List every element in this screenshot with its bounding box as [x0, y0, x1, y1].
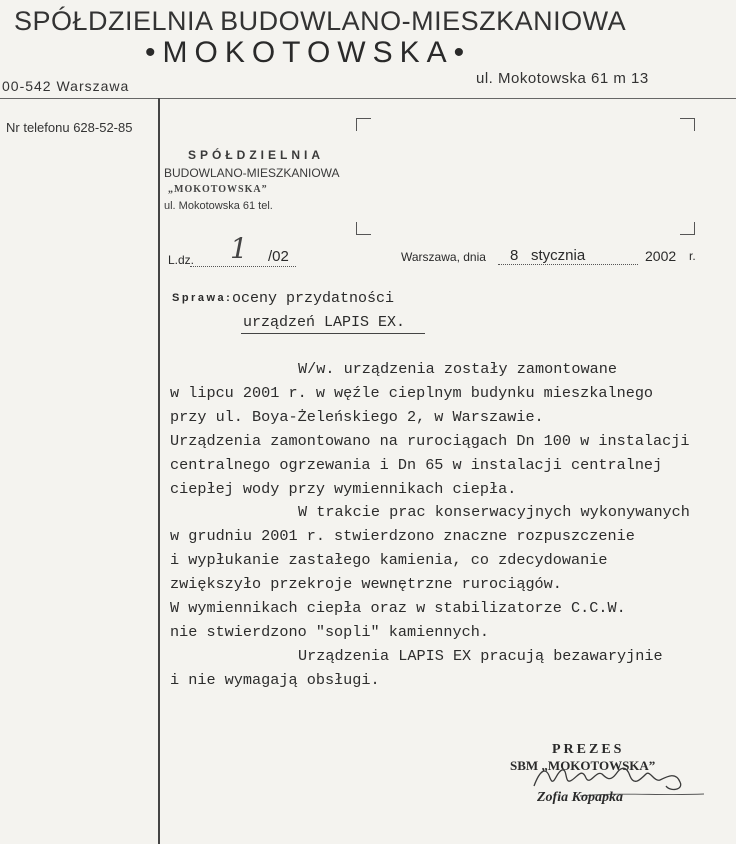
body-line: zwiększyło przekroje wewnętrzne rurociągów.: [170, 575, 562, 593]
stamp-line-3: „MOKOTOWSKA”: [168, 184, 268, 195]
letterhead-org-name: •MOKOTOWSKA•: [145, 36, 472, 69]
margin-divider: [158, 98, 160, 844]
signature-name: Zofia Kopapka: [537, 790, 623, 805]
corner-mark-bottom-left: [356, 222, 371, 235]
body-line: nie stwierdzono "sopli" kamiennych.: [170, 623, 489, 641]
date-day: 8: [510, 247, 519, 264]
date-dotted-line: [498, 264, 638, 266]
date-prefix: Warszawa, dnia: [401, 250, 486, 264]
letterhead-street: ul. Mokotowska 61 m 13: [476, 70, 649, 87]
signature-org: SBM „MOKOTOWSKA”: [510, 758, 656, 773]
date-year: 2002: [645, 248, 677, 264]
letterhead-org-line: SPÓŁDZIELNIA BUDOWLANO-MIESZKANIOWA: [14, 6, 627, 36]
body-line: ciepłej wody przy wymiennikach ciepła.: [170, 480, 517, 498]
reference-label: L.dz.: [168, 253, 195, 267]
body-line: w grudniu 2001 r. stwierdzono znaczne rozpuszczenie: [170, 527, 635, 545]
corner-mark-top-left: [356, 118, 371, 131]
header-divider: [0, 98, 736, 99]
signature-title: PREZES: [552, 742, 625, 757]
subject-line-1: oceny przydatności: [232, 290, 395, 307]
reference-year: /02: [268, 248, 289, 265]
stamp-line-4: ul. Mokotowska 61 tel.: [164, 200, 273, 212]
body-line: przy ul. Boya-Żeleńskiego 2, w Warszawie.: [170, 408, 544, 426]
subject-label: Sprawa:: [172, 292, 233, 304]
subject-line-2: urządzeń LAPIS EX.: [243, 314, 406, 331]
letterhead-postal-city: 00-542 Warszawa: [2, 78, 130, 94]
body-line: W wymiennikach ciepła oraz w stabilizatorze C.C.W.: [170, 599, 626, 617]
stamp-line-2: BUDOWLANO-MIESZKANIOWA: [164, 166, 340, 180]
body-line: i wypłukanie zastałego kamienia, co zdecydowanie: [170, 551, 608, 569]
body-line: i nie wymagają obsługi.: [170, 671, 380, 689]
body-line: W/w. urządzenia zostały zamontowane: [298, 360, 617, 378]
body-line: Urządzenia LAPIS EX pracują bezawaryjnie: [298, 647, 663, 665]
body-line: W trakcie prac konserwacyjnych wykonywanych: [298, 503, 690, 521]
body-line: w lipcu 2001 r. w węźle cieplnym budynku mieszkalnego: [170, 384, 654, 402]
letterhead-phone: Nr telefonu 628-52-85: [6, 120, 133, 135]
date-month: stycznia: [531, 247, 586, 264]
date-suffix: r.: [689, 249, 696, 263]
reference-number: 1: [230, 232, 248, 265]
subject-underline: [241, 333, 425, 334]
stamp-line-1: SPÓŁDZIELNIA: [188, 148, 325, 162]
reference-dotted-line: [190, 266, 296, 268]
body-line: centralnego ogrzewania i Dn 65 w instalacji centralnej: [170, 456, 663, 474]
corner-mark-bottom-right: [680, 222, 695, 235]
corner-mark-top-right: [680, 118, 695, 131]
body-line: Urządzenia zamontowano na rurociągach Dn 100 w instalacji: [170, 432, 690, 450]
